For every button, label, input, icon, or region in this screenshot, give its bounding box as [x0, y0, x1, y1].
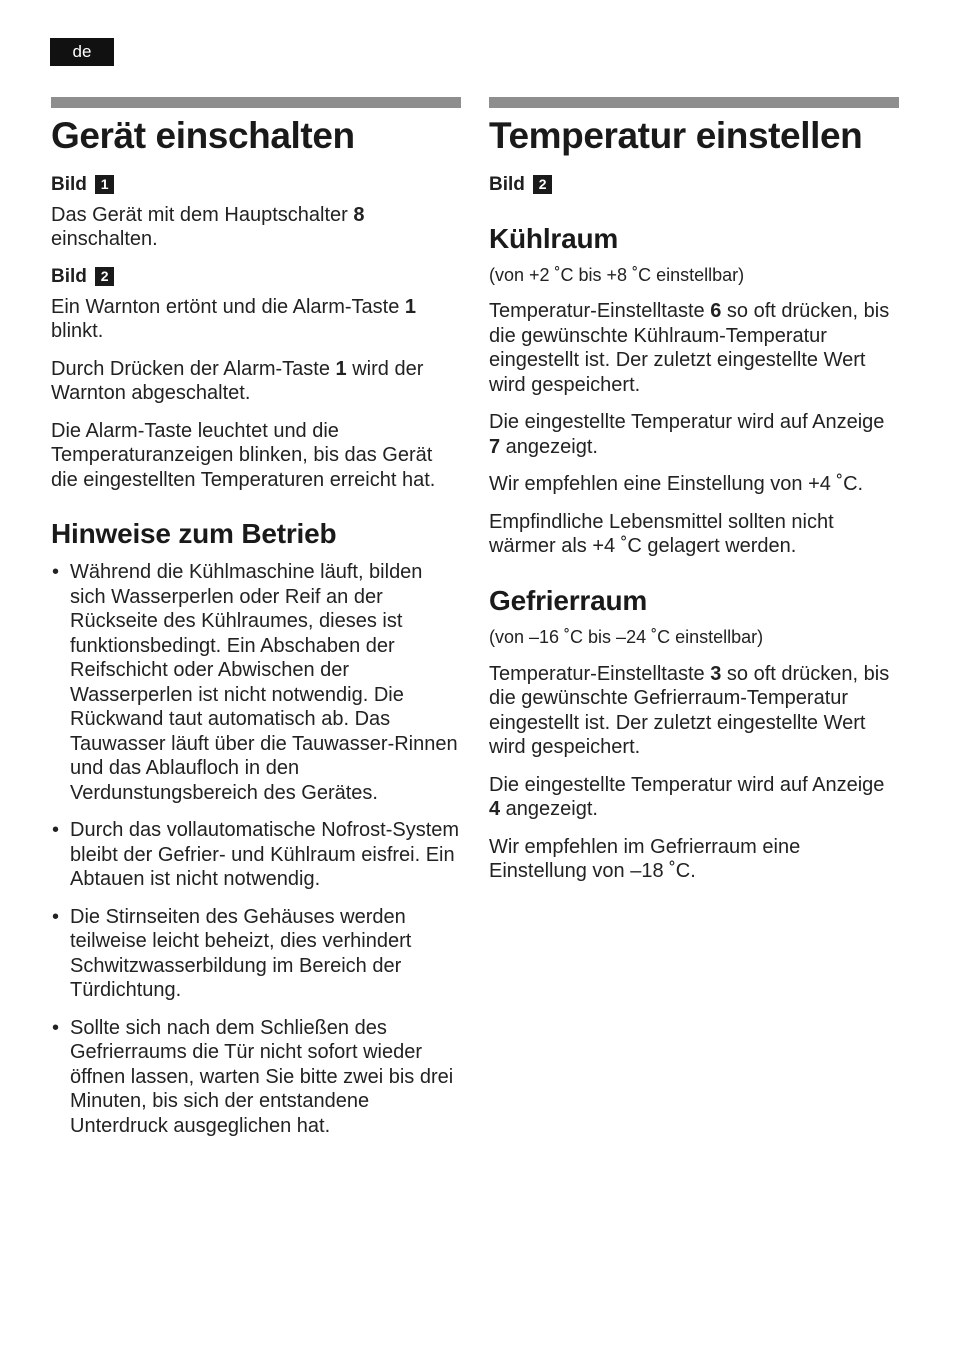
figure-label: Bild: [51, 173, 87, 195]
list-item: [51, 1016, 461, 1139]
text: angezeigt.: [500, 798, 598, 821]
text: wird der Warnton abgeschaltet.: [51, 357, 424, 405]
section-title-temperatur-einstellen: Temperatur einstellen: [489, 115, 863, 156]
paragraph: Wir empfehlen eine Einstellung von +4 ˚C.: [489, 473, 864, 496]
language-tab: de: [50, 38, 114, 66]
list-item: [51, 818, 461, 892]
paragraph: Die Alarm-Taste leuchtet und die Temperaturanzeigen blinken, bis das Gerät die eingestellten Temperaturen erreicht hat.: [51, 419, 436, 491]
bullet-icon: •: [52, 905, 60, 928]
text: Das Gerät mit dem Hauptschalter: [51, 203, 354, 226]
temperature-range: (von +2 ˚C bis +8 ˚C einstellbar): [489, 264, 745, 285]
bullet-icon: •: [52, 819, 60, 842]
left-column: [51, 97, 461, 1151]
paragraph: [489, 299, 899, 397]
text: Durch Drücken der Alarm-Taste: [51, 357, 336, 380]
bullet-icon: •: [52, 1016, 60, 1039]
text: angezeigt.: [500, 435, 598, 458]
figure-number: 2: [533, 175, 552, 194]
list-item: [51, 560, 461, 805]
figure-reference: [489, 173, 899, 197]
text: einschalten.: [51, 228, 158, 251]
text: so oft drücken, bis die gewünschte Gefrierraum-Temperatur eingestellt ist. Der zuletzt eingestellte Wert wird gespeichert.: [489, 662, 890, 759]
list-item-text: Sollte sich nach dem Schließen des Gefrierraums die Tür nicht sofort wieder öffnen lassen, warten Sie bitte zwei bis drei Minuten, bis sich der entstandene Unterdruck ausgeglichen hat.: [70, 1016, 454, 1137]
section-title-hinweise: Hinweise zum Betrieb: [51, 518, 337, 550]
paragraph: [489, 773, 899, 822]
section-rule: [489, 97, 899, 108]
reference-number: 6: [710, 300, 722, 323]
bullet-list: [51, 560, 461, 1138]
figure-number: 2: [95, 267, 114, 286]
text: Ein Warnton ertönt und die Alarm-Taste: [51, 295, 405, 318]
right-column: [489, 97, 899, 897]
text: Die eingestellte Temperatur wird auf Anzeige: [489, 773, 885, 796]
text: so oft drücken, bis die gewünschte Kühlraum-Temperatur eingestellt ist. Der zuletzt eingestellte Wert wird gespeichert.: [489, 300, 890, 396]
figure-label: Bild: [489, 173, 525, 195]
list-item-text: Während die Kühlmaschine läuft, bilden sich Wasserperlen oder Reif an der Rückseite des Kühlraumes, dieses ist funktionsbedingt. Ein Abschaben der Reifschicht oder Abwischen der Wasserperlen ist nicht notwendig. Die Rückwand taut automatisch ab. Das Tauwasser läuft über die Tauwasser-Rinnen und das Ablaufloch in den Verdunstungsbereich des Gerätes.: [70, 561, 458, 804]
list-item-text: Durch das vollautomatische Nofrost-System bleibt der Gefrier- und Kühlraum eisfrei. Ein Abtauen ist nicht notwendig.: [70, 819, 460, 891]
list-item-text: Die Stirnseiten des Gehäuses werden teilweise leicht beheizt, dies verhindert Schwitzwasserbildung im Bereich der Türdichtung.: [70, 905, 412, 1002]
figure-number: 1: [95, 175, 114, 194]
text: Die eingestellte Temperatur wird auf Anzeige: [489, 411, 885, 434]
reference-number: 3: [710, 662, 722, 685]
figure-reference: [51, 173, 461, 197]
paragraph: [51, 203, 461, 252]
paragraph: [51, 357, 461, 406]
temperature-range: (von –16 ˚C bis –24 ˚C einstellbar): [489, 627, 764, 648]
section-rule: [51, 97, 461, 108]
reference-number: 4: [489, 798, 501, 821]
list-item: [51, 905, 461, 1003]
reference-number: 1: [404, 295, 417, 318]
text: blinkt.: [51, 320, 104, 343]
figure-reference: [51, 265, 461, 289]
text: Temperatur-Einstelltaste: [489, 300, 711, 323]
figure-label: Bild: [51, 265, 87, 287]
text: Temperatur-Einstelltaste: [489, 662, 711, 685]
paragraph: Wir empfehlen im Gefrierraum eine Einstellung von –18 ˚C.: [489, 835, 801, 883]
section-title-geraet-einschalten: Gerät einschalten: [51, 115, 355, 156]
subsection-title-gefrierraum: Gefrierraum: [489, 584, 648, 616]
reference-number: 1: [335, 357, 347, 380]
reference-number: 7: [489, 435, 501, 458]
bullet-icon: •: [52, 561, 60, 584]
paragraph: Empfindliche Lebensmittel sollten nicht wärmer als +4 ˚C gelagert werden.: [489, 510, 834, 558]
paragraph: [489, 662, 899, 760]
paragraph: [51, 295, 461, 344]
paragraph: [489, 410, 899, 459]
subsection-title-kuehlraum: Kühlraum: [489, 222, 619, 254]
reference-number: 8: [353, 203, 365, 226]
